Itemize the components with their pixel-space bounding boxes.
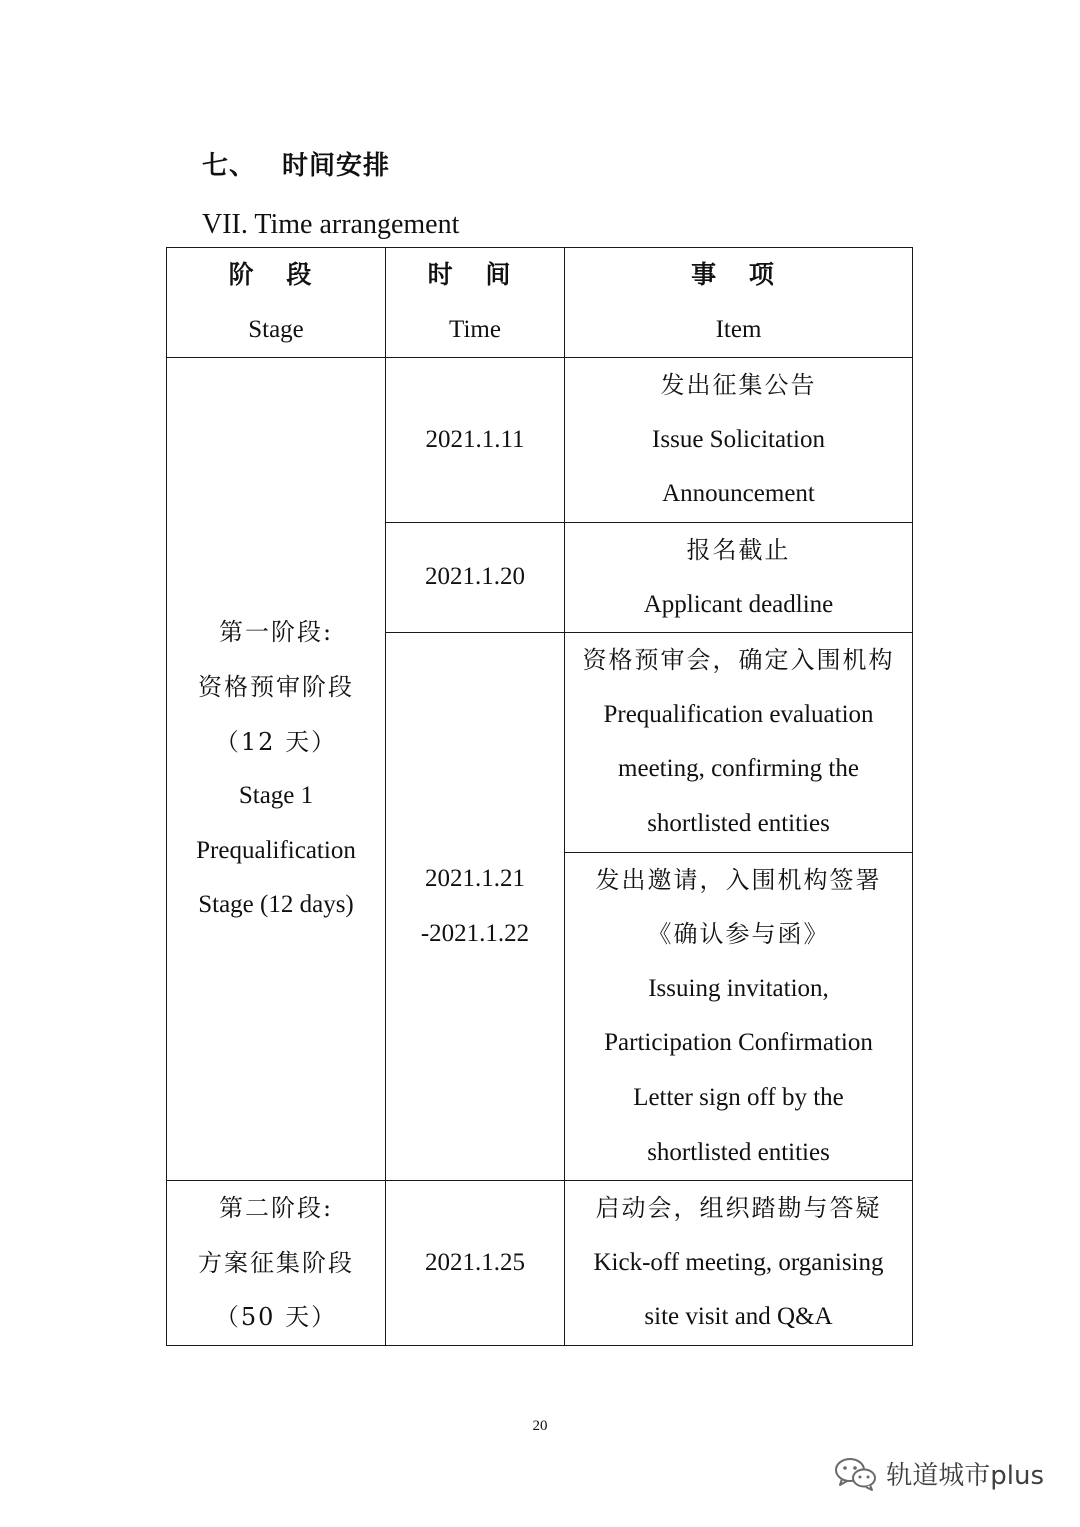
item-line: site visit and Q&A (644, 1303, 833, 1331)
stage-2-line: 方案征集阶段 (198, 1248, 354, 1277)
stage-2-line: 第二阶段: (218, 1194, 334, 1223)
table-row (167, 358, 913, 523)
watermark-text: 轨道城市plus (886, 1461, 1044, 1491)
time-line: 2021.1.25 (425, 1248, 525, 1276)
stage-1-line: 第一阶段: (218, 618, 334, 647)
item-cell (565, 1181, 913, 1346)
item-line: meeting, confirming the (618, 755, 859, 783)
item-line: Kick-off meeting, organising (593, 1248, 884, 1276)
stage-1-line: Stage (12 days) (198, 891, 354, 919)
item-line: 《确认参与函》 (647, 920, 830, 949)
item-line: Participation Confirmation (604, 1029, 873, 1057)
item-line: 资格预审会，确定入围机构 (582, 646, 895, 675)
time-cell (386, 358, 565, 523)
header-stage-cn: 阶 段 (228, 260, 324, 289)
time-cell (386, 1181, 565, 1346)
item-cell (565, 852, 913, 1181)
item-line: Issue Solicitation (652, 425, 825, 453)
item-line: Prequalification evaluation (603, 700, 874, 728)
header-item-cn: 事 项 (691, 260, 786, 289)
table-row (167, 1181, 913, 1346)
item-line: Letter sign off by the (633, 1083, 844, 1111)
item-line: 报名截止 (686, 535, 791, 564)
section-title-en: VII. Time arrangement (202, 209, 460, 240)
item-cell (565, 633, 913, 852)
time-line: 2021.1.11 (425, 425, 525, 453)
section-heading-cn (202, 146, 390, 186)
stage-1-line: （12 天） (214, 727, 338, 756)
time-arrangement-table (166, 247, 913, 1346)
item-line: 启动会，组织踏勘与答疑 (595, 1194, 882, 1223)
stage-1-line: Prequalification (196, 836, 356, 864)
item-cell (565, 522, 913, 632)
section-number: 七、 (202, 151, 257, 181)
time-cell (386, 633, 565, 1181)
watermark (834, 1455, 1044, 1492)
header-item-en: Item (715, 315, 762, 343)
section-title-cn: 时间安排 (282, 151, 391, 181)
stage-1-line: Stage 1 (238, 782, 314, 810)
stage-1-line: 资格预审阶段 (198, 672, 354, 701)
item-line: shortlisted entities (647, 809, 830, 837)
table-header-row (167, 248, 913, 358)
header-item (565, 248, 913, 358)
wechat-icon (834, 1456, 878, 1492)
header-time-en: Time (449, 315, 501, 343)
item-line: Issuing invitation, (648, 974, 829, 1002)
item-line: Announcement (662, 480, 815, 508)
item-line: 发出邀请，入围机构签署 (595, 865, 882, 894)
stage-1-cell (167, 358, 386, 1181)
page-number: 20 (532, 1418, 548, 1434)
header-time (386, 248, 565, 358)
header-stage-en: Stage (248, 315, 304, 343)
stage-2-cell (167, 1181, 386, 1346)
time-line: -2021.1.22 (420, 919, 530, 947)
time-line: 2021.1.21 (425, 865, 525, 893)
header-stage (167, 248, 386, 358)
time-line: 2021.1.20 (425, 563, 525, 591)
item-line: Applicant deadline (643, 590, 834, 618)
item-line: 发出征集公告 (660, 371, 817, 400)
time-cell (386, 522, 565, 632)
item-cell (565, 358, 913, 523)
header-time-cn: 时 间 (427, 260, 523, 289)
item-line: shortlisted entities (647, 1138, 830, 1166)
stage-2-line: （50 天） (214, 1303, 338, 1332)
